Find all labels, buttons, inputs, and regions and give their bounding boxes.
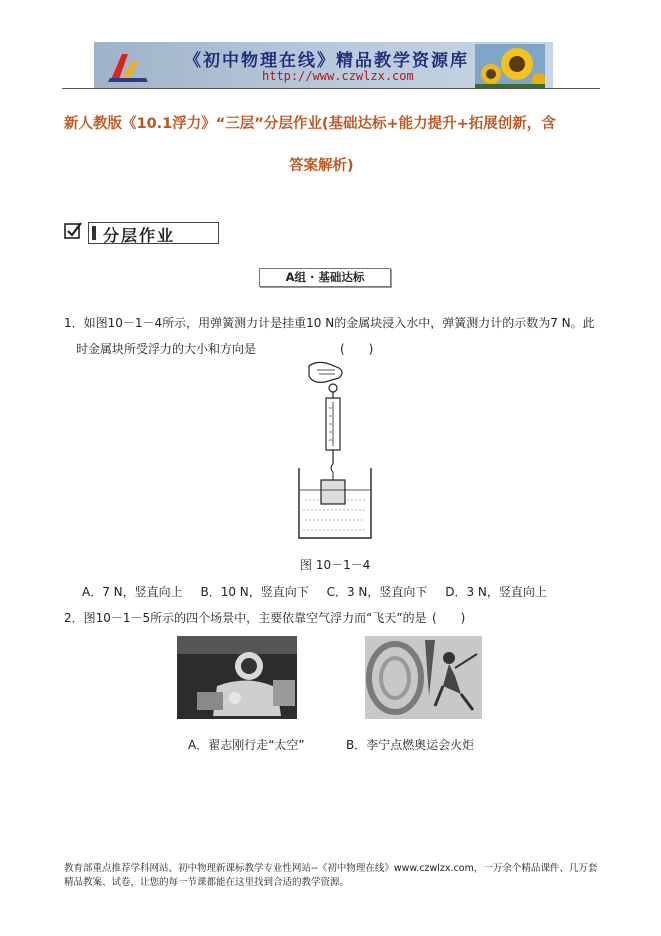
question-1-line1: 1．如图10－1－4所示，用弹簧测力计是挂重10 N的金属块浸入水中，弹簧测力计的示数为7 N。此 <box>64 316 595 330</box>
sunflower-icon <box>475 44 545 88</box>
site-logo-icon <box>106 48 150 84</box>
option-d[interactable]: D．3 N，竖直向上 <box>445 585 547 599</box>
section-header <box>88 222 219 244</box>
question-2-bracket: ( ) <box>432 611 466 625</box>
group-label: A组 · 基础达标 <box>259 268 391 287</box>
option-b[interactable]: B．10 N，竖直向下 <box>200 585 309 599</box>
question-2-text: 2．图10－1－5所示的四个场景中，主要依靠空气浮力而“飞天”的是 <box>64 611 427 625</box>
caption-a: A．翟志刚行走“太空” <box>188 738 305 752</box>
document-title-line1: 新人教版《10.1浮力》“三层”分层作业(基础达标+能力提升+拓展创新，含 <box>64 116 556 132</box>
option-c[interactable]: C．3 N，竖直向下 <box>326 585 428 599</box>
document-title-line2: 答案解析) <box>289 158 354 174</box>
banner-title: 《初中物理在线》精品教学资源库 <box>184 51 469 71</box>
caption-b: B．李宁点燃奥运会火炬 <box>346 738 475 752</box>
banner-url[interactable]: http://www.czwlzx.com <box>262 69 414 83</box>
spring-scale-figure <box>295 360 375 540</box>
footer-text: 教育部重点推荐学科网站、初中物理新课标教学专业性网站--《初中物理在线》www.czwlzx.com，一万余个精品课件、几万套精品教案、试卷，让您的每一节课都能在这里找到合适的教学资源。 <box>64 863 598 888</box>
banner-divider <box>62 88 600 89</box>
astronaut-photo <box>177 636 297 719</box>
question-1-bracket: ( ) <box>340 342 374 356</box>
option-a[interactable]: A．7 N，竖直向上 <box>82 585 183 599</box>
figure-caption: 图 10－1－4 <box>300 558 371 572</box>
torch-lighting-photo <box>365 636 482 719</box>
question-1-line2: 时金属块所受浮力的大小和方向是 <box>76 342 257 356</box>
checkbox-icon <box>64 222 82 240</box>
question-1-options <box>82 583 561 600</box>
section-header-label: 分层作业 <box>103 226 176 245</box>
header-banner <box>94 42 553 88</box>
